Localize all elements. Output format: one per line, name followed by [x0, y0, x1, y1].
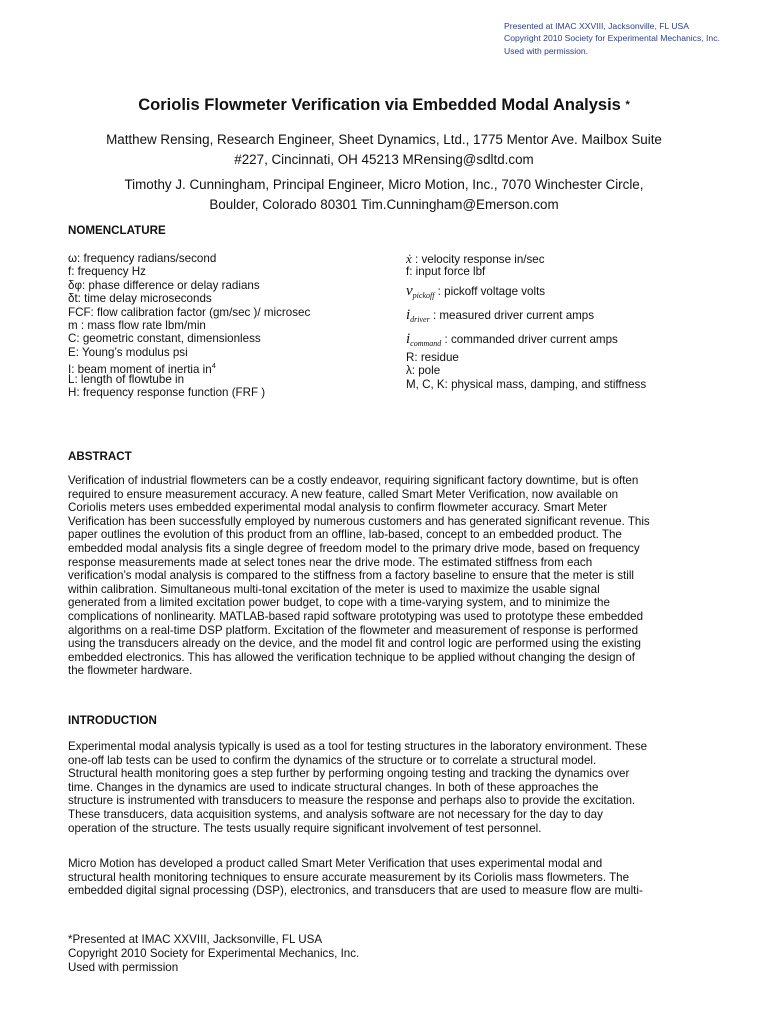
abstract-line: embedded modal analysis fits a single degree of freedom model to the primary drive mode, based on frequency — [68, 541, 640, 555]
paper-title-text: Coriolis Flowmeter Verification via Embedded Modal Analysis — [138, 96, 621, 114]
introduction-line: time. Changes in the dynamics are used to indicate structural changes. In both of these approaches the — [68, 780, 599, 794]
introduction-paragraph-1 — [68, 740, 700, 835]
nomenclature-item: m : mass flow rate lbm/min — [68, 318, 206, 332]
abstract-line: using the transducers already on the device, and the model fit and control logic are performed using the existing — [68, 637, 641, 651]
author-2 — [40, 175, 728, 215]
nomenclature-right-column — [406, 252, 646, 391]
nomenclature-item-residue: R: residue — [406, 350, 459, 364]
notice-line-3: Used with permission. — [504, 45, 589, 56]
nomenclature-item: δt: time delay microseconds — [68, 292, 212, 306]
introduction-line: structure is instrumented with transducers to measure the response and perhaps also to provide the excitation. — [68, 794, 636, 808]
footnote-line-2: Copyright 2010 Society for Experimental Mechanics, Inc. — [68, 946, 360, 960]
introduction-line: These transducers, data acquisition systems, and analysis software are not necessary for the day to day — [68, 807, 603, 821]
driver-subscript: driver — [410, 314, 430, 324]
introduction-line: structural health monitoring techniques to ensure accurate measurement by its Coriolis mass flowmeters. The — [68, 870, 630, 884]
nomenclature-item: δφ: phase difference or delay radians — [68, 278, 260, 292]
nomenclature-item-pole: λ: pole — [406, 364, 441, 378]
nomenclature-heading: NOMENCLATURE — [68, 224, 166, 237]
introduction-line: embedded digital signal processing (DSP), electronics, and transducers that are used to measure flow are multi- — [68, 884, 643, 898]
velocity-symbol: ẋ — [406, 251, 412, 266]
abstract-heading: ABSTRACT — [68, 450, 132, 463]
abstract-line: algorithms on a real-time DSP platform. Excitation of the flowmeter and measurement of response is performed — [68, 623, 639, 637]
abstract-line: the flowmeter hardware. — [68, 664, 193, 678]
nomenclature-item-command — [406, 327, 646, 351]
nomenclature-item-velocity — [406, 252, 646, 265]
abstract-line: within calibration. Simultaneous multi-tonal excitation of the meter is used to maximize the usable signal — [68, 582, 600, 596]
nomenclature-item: f: frequency Hz — [68, 265, 146, 279]
nomenclature-item-inertia — [68, 359, 310, 376]
abstract-line: embedded electronics. This has allowed the verification technique to be applied without changing the design of — [68, 650, 635, 664]
introduction-line: Experimental modal analysis typically is used as a tool for testing structures in the laboratory environment. These — [68, 740, 648, 753]
driver-symbol: i — [406, 306, 411, 323]
abstract-line: Verification has been successfully employed by numerous customers and has generated significant revenue. This — [68, 514, 650, 528]
footnote-line-3: Used with permission — [68, 960, 179, 974]
abstract-paragraph — [68, 474, 700, 678]
velocity-text: : velocity response in/sec — [411, 253, 545, 266]
abstract-line: complications of nonlinearity. MATLAB-based rapid software prototyping was used to prototype these embedded — [68, 609, 644, 623]
notice-line-1: Presented at IMAC XXVIII, Jacksonville, FL USA — [504, 21, 689, 31]
nomenclature-item-pickoff — [406, 279, 646, 303]
notice-line-2: Copyright 2010 Society for Experimental Mechanics, Inc. — [504, 33, 720, 44]
author-1-name: Matthew Rensing — [106, 132, 210, 147]
nomenclature-item: E: Young’s modulus psi — [68, 345, 188, 359]
nomenclature-item-driver — [406, 303, 646, 327]
abstract-line: Verification of industrial flowmeters can be a costly endeavor, requiring significant factory downtime, but is often — [68, 474, 639, 487]
driver-text: : measured driver current amps — [429, 308, 595, 322]
author-1-line-1 — [40, 130, 728, 150]
command-text: : commanded driver current amps — [441, 332, 618, 346]
pickoff-text: : pickoff voltage volts — [434, 284, 546, 298]
command-subscript: command — [410, 338, 442, 348]
inertia-text: I: beam moment of inertia in — [68, 362, 212, 376]
abstract-line: generated from a limited excitation power budget, to cope with a time-varying system, and to minimize the — [68, 596, 610, 610]
abstract-line: verification’s modal analysis is compared to the stiffness from a factory baseline to ensure that the meter is still — [68, 569, 634, 583]
author-2-line-2: Boulder, Colorado 80301 Tim.Cunningham@Emerson.com — [209, 197, 559, 212]
footnote — [68, 933, 359, 974]
introduction-line: operation of the structure. The tests usually require significant involvement of test personnel. — [68, 821, 542, 835]
pickoff-subscript: pickoff — [412, 290, 435, 300]
abstract-line: Coriolis meters uses embedded experimental modal analysis to confirm flowmeter accuracy. Smart Meter — [68, 501, 608, 515]
nomenclature-item: FCF: flow calibration factor (gm/sec )/ microsec — [68, 305, 311, 319]
nomenclature-item: L: length of flowtube in — [68, 372, 185, 386]
nomenclature-item-force: f: input force lbf — [406, 265, 486, 279]
inertia-exponent: 4 — [211, 361, 216, 371]
introduction-heading: INTRODUCTION — [68, 714, 157, 727]
abstract-line: required to ensure measurement accuracy. A new feature, called Smart Meter Verification, now available on — [68, 487, 619, 501]
nomenclature-item: H: frequency response function (FRF ) — [68, 385, 266, 399]
introduction-paragraph-2 — [68, 857, 700, 898]
introduction-line: one-off lab tests can be used to confirm the dynamics of the structure or to correlate a structural model. — [68, 753, 597, 767]
title-footnote-marker: * — [625, 99, 630, 111]
presentation-notice — [504, 20, 754, 57]
abstract-line: paper outlines the evolution of this product from an offline, lab-based, concept to an embedded product. The — [68, 528, 622, 542]
nomenclature-item: C: geometric constant, dimensionless — [68, 332, 261, 346]
nomenclature-item-mck: M, C, K: physical mass, damping, and stiffness — [406, 377, 647, 391]
introduction-line: Micro Motion has developed a product called Smart Meter Verification that uses experimental modal and — [68, 857, 603, 870]
author-1-affiliation: , Research Engineer, Sheet Dynamics, Ltd., 1775 Mentor Ave. Mailbox Suite — [209, 132, 662, 147]
pickoff-symbol: v — [406, 282, 413, 299]
nomenclature-item: ω: frequency radians/second — [68, 252, 217, 265]
introduction-line: Structural health monitoring goes a step further by performing ongoing testing and tracking the dynamics over — [68, 767, 630, 781]
nomenclature-left-column — [68, 252, 310, 399]
author-2-line-1: Timothy J. Cunningham, Principal Engineer, Micro Motion, Inc., 7070 Winchester Circle, — [124, 177, 644, 192]
command-symbol: i — [406, 330, 411, 347]
author-1-line-2: #227, Cincinnati, OH 45213 MRensing@sdltd.com — [234, 152, 534, 167]
footnote-line-1: *Presented at IMAC XXVIII, Jacksonville, FL USA — [68, 933, 323, 946]
abstract-line: response measurements made at select tones near the drive mode. The estimated stiffness from each — [68, 555, 593, 569]
author-1 — [40, 130, 728, 170]
paper-title — [0, 96, 768, 115]
